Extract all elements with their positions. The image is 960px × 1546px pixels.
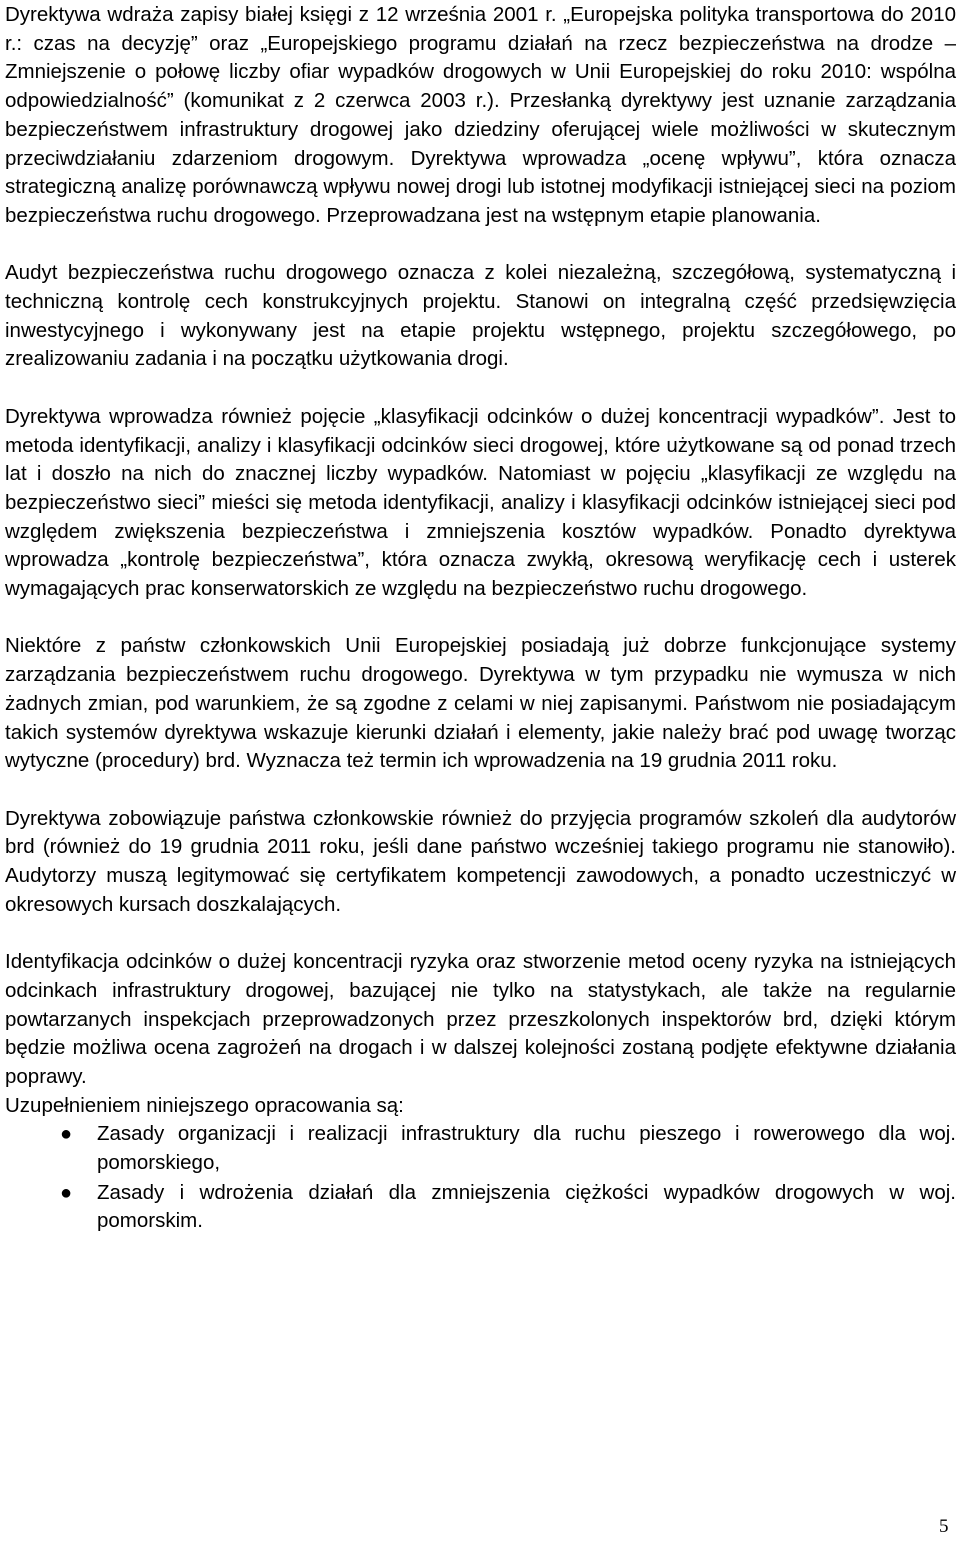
page-number: 5: [939, 1516, 949, 1537]
paragraph-road-safety-audit: Audyt bezpieczeństwa ruchu drogowego oznacza z kolei niezależną, szczegółową, systematyczną i techniczną kontrolę cech konstrukcyjnych projektu. Stanowi on integralną część przedsięwzięcia inwestycyjnego i wykonywany jest na etapie projektu wstępnego, projektu szczegółowego, po zrealizowaniu zadania i na początku użytkowania drogi.: [5, 261, 956, 371]
bullet-icon: ●: [60, 1181, 73, 1204]
list-item-text: Zasady organizacji i realizacji infrastruktury dla ruchu pieszego i rowerowego dla woj. pomorskiego,: [97, 1122, 956, 1175]
document-body: [5, 1, 956, 1237]
list-item: [5, 1120, 956, 1177]
paragraph-auditor-training: Dyrektywa zobowiązuje państwa członkowskie również do przyjęcia programów szkoleń dla audytorów brd (również do 19 grudnia 2011 roku, jeśli dane państwo wcześniej takiego programu nie stanowiło). Audytorzy muszą legitymować się certyfikatem kompetencji zawodowych, a ponadto uczestniczyć w okresowych kursach doszkalających.: [5, 806, 956, 916]
paragraph-member-states: Niektóre z państw członkowskich Unii Europejskiej posiadają już dobrze funkcjonujące systemy zarządzania bezpieczeństwem ruchu drogowego. Dyrektywa w tym przypadku nie wymusza w nich żadnych zmian, pod warunkiem, że są zgodne z celami w niej zapisanymi. Państwom nie posiadającym takich systemów dyrektywa wskazuje kierunki działań i elementy, jakie należy brać pod uwagę tworząc wytyczne (procedury) brd. Wyznacza też termin ich wprowadzenia na 19 grudnia 2011 roku.: [5, 634, 956, 773]
bullet-icon: ●: [60, 1123, 73, 1146]
supplement-intro: Uzupełnieniem niniejszego opracowania są:: [5, 1093, 404, 1117]
list-item: [5, 1179, 956, 1236]
paragraph-directive-intro: Dyrektywa wdraża zapisy białej księgi z 12 września 2001 r. „Europejska polityka transportowa do 2010 r.: czas na decyzję” oraz „Europejskiego programu działań na rzecz bezpieczeństwa na drodze – Zmniejszenie o połowę liczby ofiar wypadków drogowych w Unii Europejskiej do roku 2010: wspólna odpowiedzialność” (komunikat z 2 czerwca 2003 r.). Przesłanką dyrektywy jest uznanie zarządzania bezpieczeństwem infrastruktury drogowej jako dziedziny oferującej wiele możliwości w skutecznym przeciwdziałaniu zdarzeniom drogowym. Dyrektywa wprowadza „ocenę wpływu”, która oznacza strategiczną analizę porównawczą wpływu nowej drogi lub istotnej modyfikacji istniejącej sieci na poziom bezpieczeństwa ruchu drogowego. Przeprowadzana jest na wstępnym etapie planowania.: [5, 3, 956, 227]
paragraph-risk-identification: Identyfikacja odcinków o dużej koncentracji ryzyka oraz stworzenie metod oceny ryzyka na istniejących odcinkach infrastruktury drogowej, bazującej nie tylko na statystykach, ale także na regularnie powtarzanych inspekcjach przeprowadzonych przez przeszkolonych inspektorów brd, dzięki którym będzie możliwa ocena zagrożeń na drogach i w dalszej kolejności zostaną podjęte efektywne działania poprawy.: [5, 950, 956, 1088]
supplement-list: [5, 1120, 956, 1236]
paragraph-accident-classification: Dyrektywa wprowadza również pojęcie „klasyfikacji odcinków o dużej koncentracji wypadków”. Jest to metoda identyfikacji, analizy i klasyfikacji odcinków sieci drogowej, które użytkowane są od ponad trzech lat i doszło na nich do znacznej liczby wypadków. Natomiast w pojęciu „klasyfikacji ze względu na bezpieczeństwo sieci” mieści się metoda identyfikacji, analizy i klasyfikacji odcinków istniejącej sieci pod względem zwiększenia bezpieczeństwa i zmniejszenia kosztów wypadków. Ponadto dyrektywa wprowadza „kontrolę bezpieczeństwa”, która oznacza zwykłą, okresową weryfikację cech i usterek wymagających prac konserwatorskich ze względu na bezpieczeństwo ruchu drogowego.: [5, 404, 956, 601]
list-item-text: Zasady i wdrożenia działań dla zmniejszenia ciężkości wypadków drogowych w woj. pomorskim.: [97, 1180, 956, 1233]
